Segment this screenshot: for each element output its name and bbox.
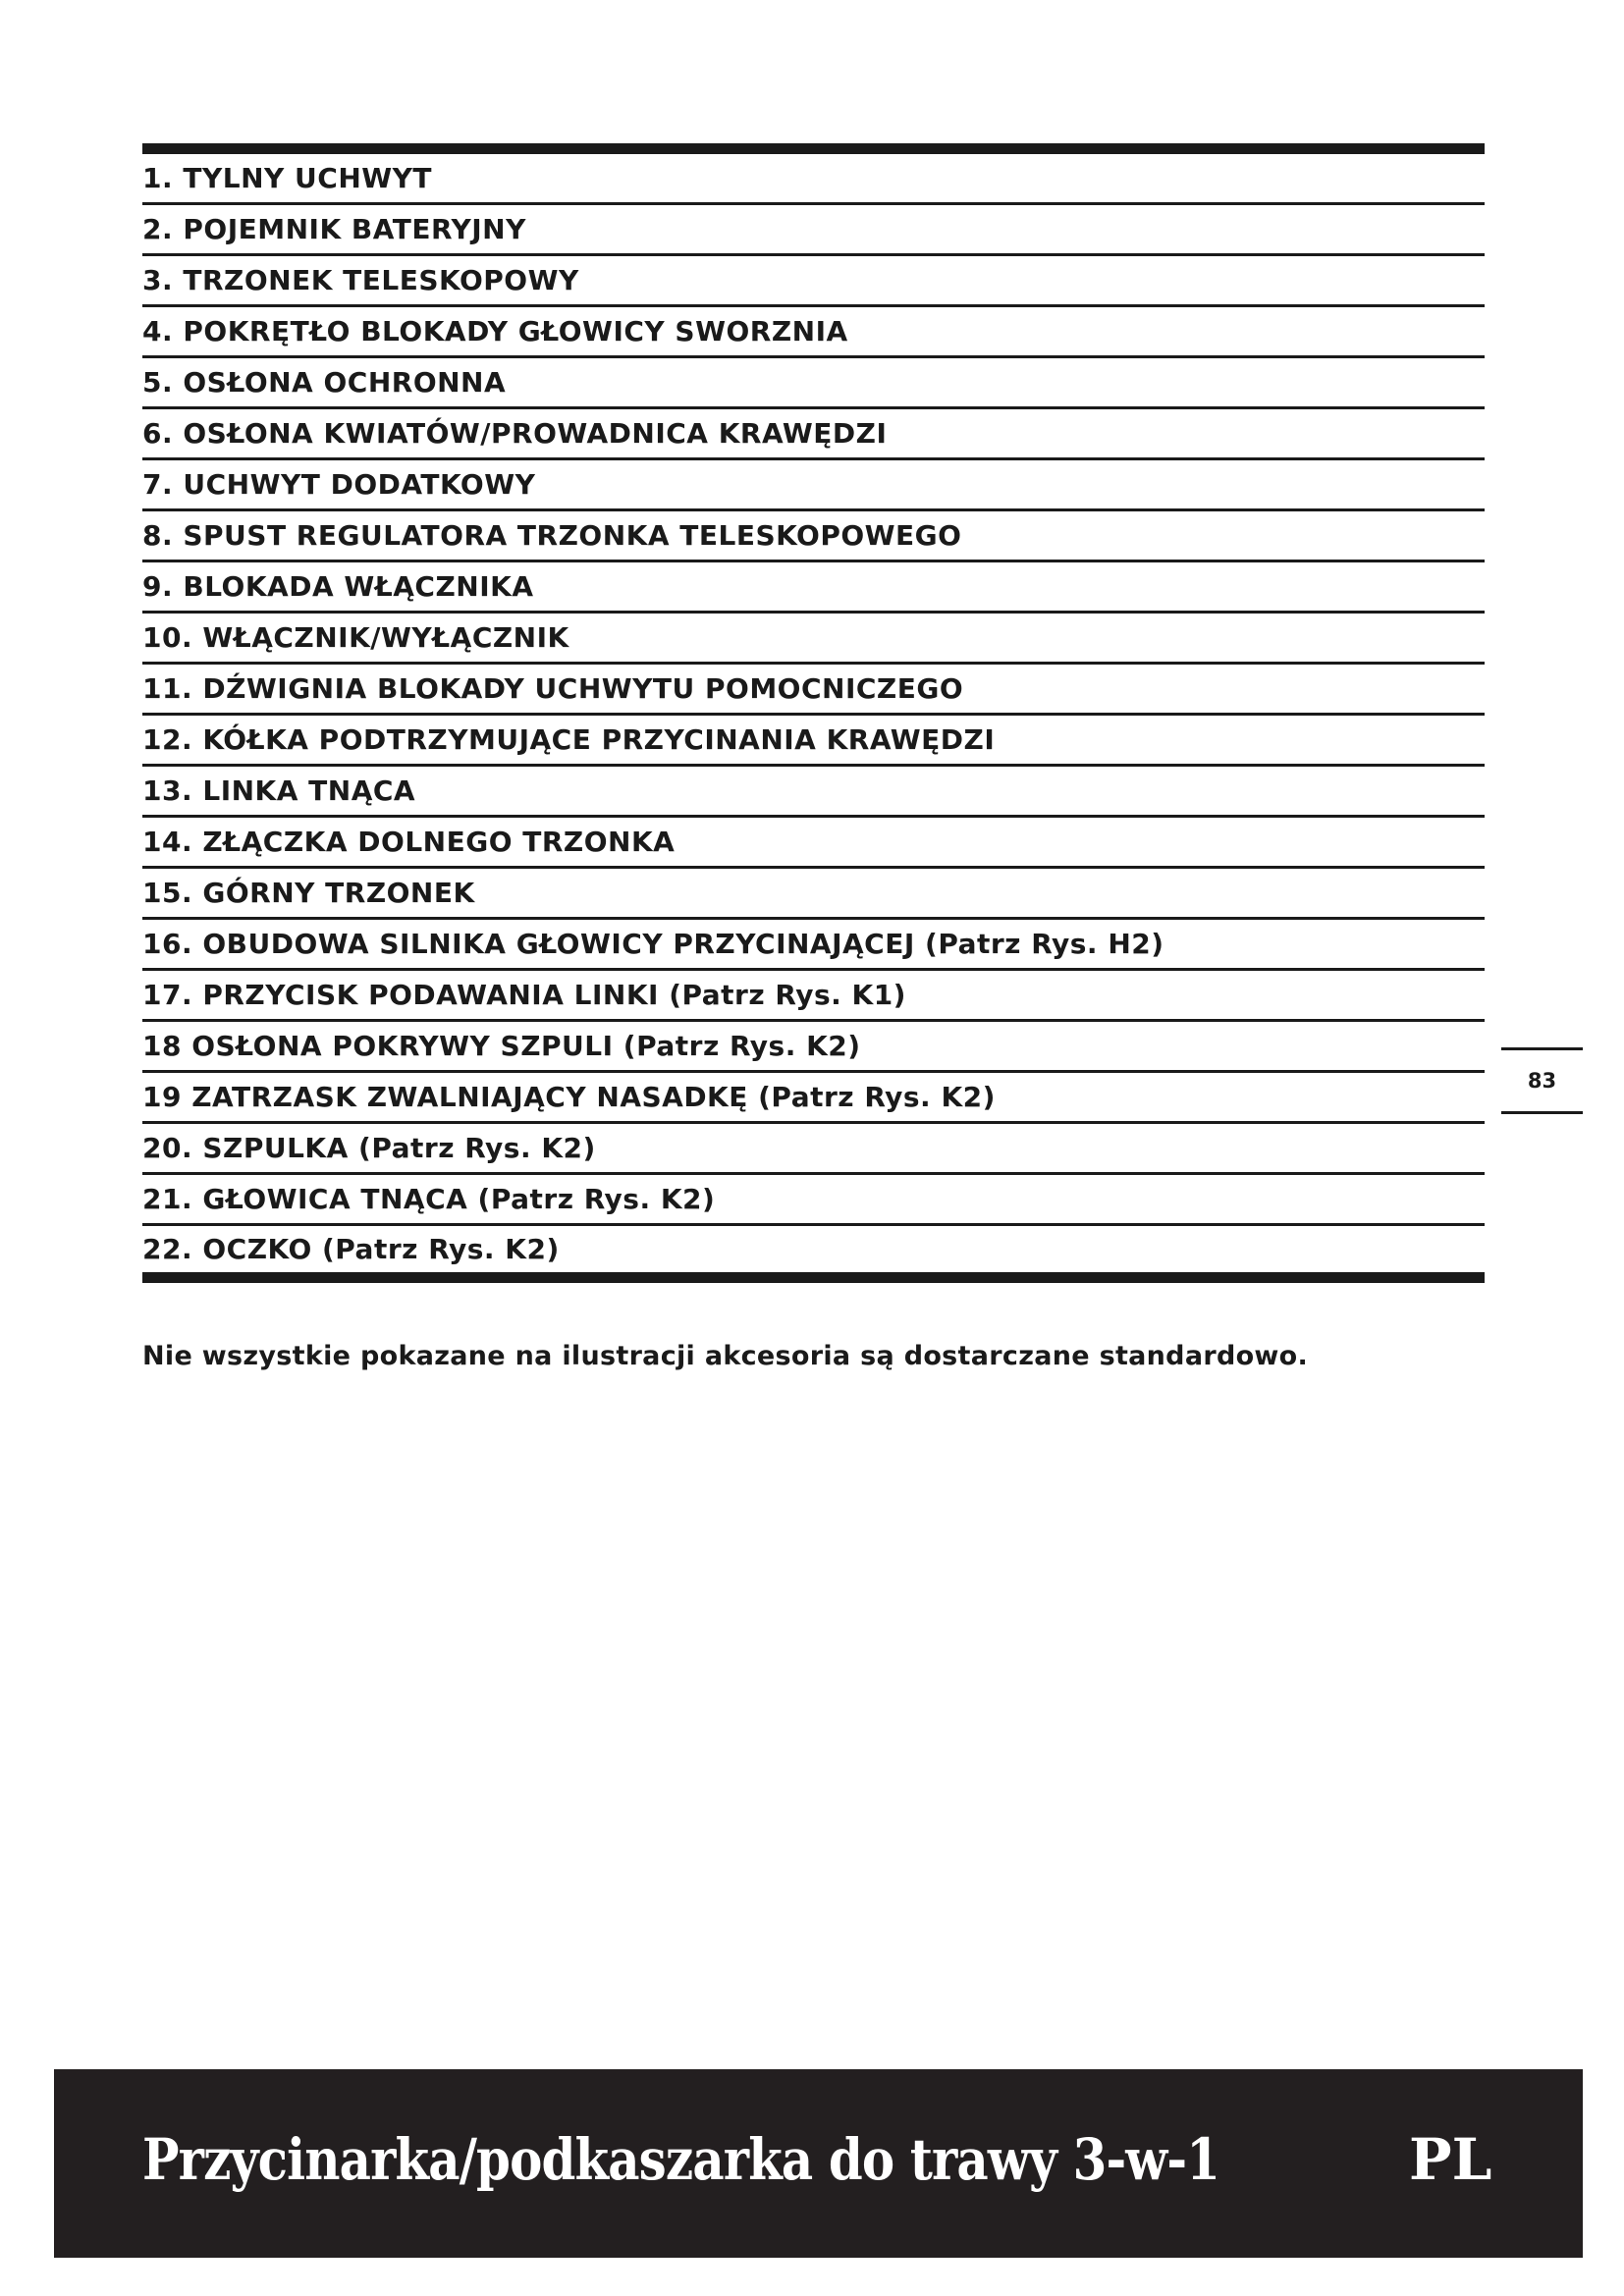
part-item: 2. POJEMNIK BATERYJNY	[142, 205, 1485, 256]
part-item: 14. ZŁĄCZKA DOLNEGO TRZONKA	[142, 818, 1485, 869]
part-item: 9. BLOKADA WŁĄCZNIKA	[142, 562, 1485, 614]
accessories-note: Nie wszystkie pokazane na ilustracji akcesoria są dostarczane standardowo.	[142, 1341, 1309, 1371]
part-item: 13. LINKA TNĄCA	[142, 767, 1485, 818]
footer-title: Przycinarka/podkaszarka do trawy 3-w-1	[142, 2126, 1220, 2193]
part-item: 16. OBUDOWA SILNIKA GŁOWICY PRZYCINAJĄCEJ (Patrz Rys. H2)	[142, 920, 1485, 971]
part-item: 15. GÓRNY TRZONEK	[142, 869, 1485, 920]
part-item: 20. SZPULKA (Patrz Rys. K2)	[142, 1124, 1485, 1175]
footer-bar	[54, 2069, 1583, 2258]
part-item: 8. SPUST REGULATORA TRZONKA TELESKOPOWEGO	[142, 511, 1485, 562]
part-item: 21. GŁOWICA TNĄCA (Patrz Rys. K2)	[142, 1175, 1485, 1226]
part-item: 17. PRZYCISK PODAWANIA LINKI (Patrz Rys. K1)	[142, 971, 1485, 1022]
part-item: 19 ZATRZASK ZWALNIAJĄCY NASADKĘ (Patrz Rys. K2)	[142, 1073, 1485, 1124]
part-item: 4. POKRĘTŁO BLOKADY GŁOWICY SWORZNIA	[142, 307, 1485, 358]
page-number: 83	[1501, 1047, 1583, 1114]
part-item: 18 OSŁONA POKRYWY SZPULI (Patrz Rys. K2)	[142, 1022, 1485, 1073]
parts-list	[142, 143, 1485, 1283]
part-item: 11. DŹWIGNIA BLOKADY UCHWYTU POMOCNICZEGO	[142, 665, 1485, 716]
language-code: PL	[1409, 2126, 1492, 2193]
part-item: 5. OSŁONA OCHRONNA	[142, 358, 1485, 409]
part-item: 10. WŁĄCZNIK/WYŁĄCZNIK	[142, 614, 1485, 665]
part-item: 6. OSŁONA KWIATÓW/PROWADNICA KRAWĘDZI	[142, 409, 1485, 460]
part-item: 7. UCHWYT DODATKOWY	[142, 460, 1485, 511]
part-item: 22. OCZKO (Patrz Rys. K2)	[142, 1226, 1485, 1283]
part-item: 1. TYLNY UCHWYT	[142, 154, 1485, 205]
part-item: 12. KÓŁKA PODTRZYMUJĄCE PRZYCINANIA KRAWĘDZI	[142, 716, 1485, 767]
part-item: 3. TRZONEK TELESKOPOWY	[142, 256, 1485, 307]
